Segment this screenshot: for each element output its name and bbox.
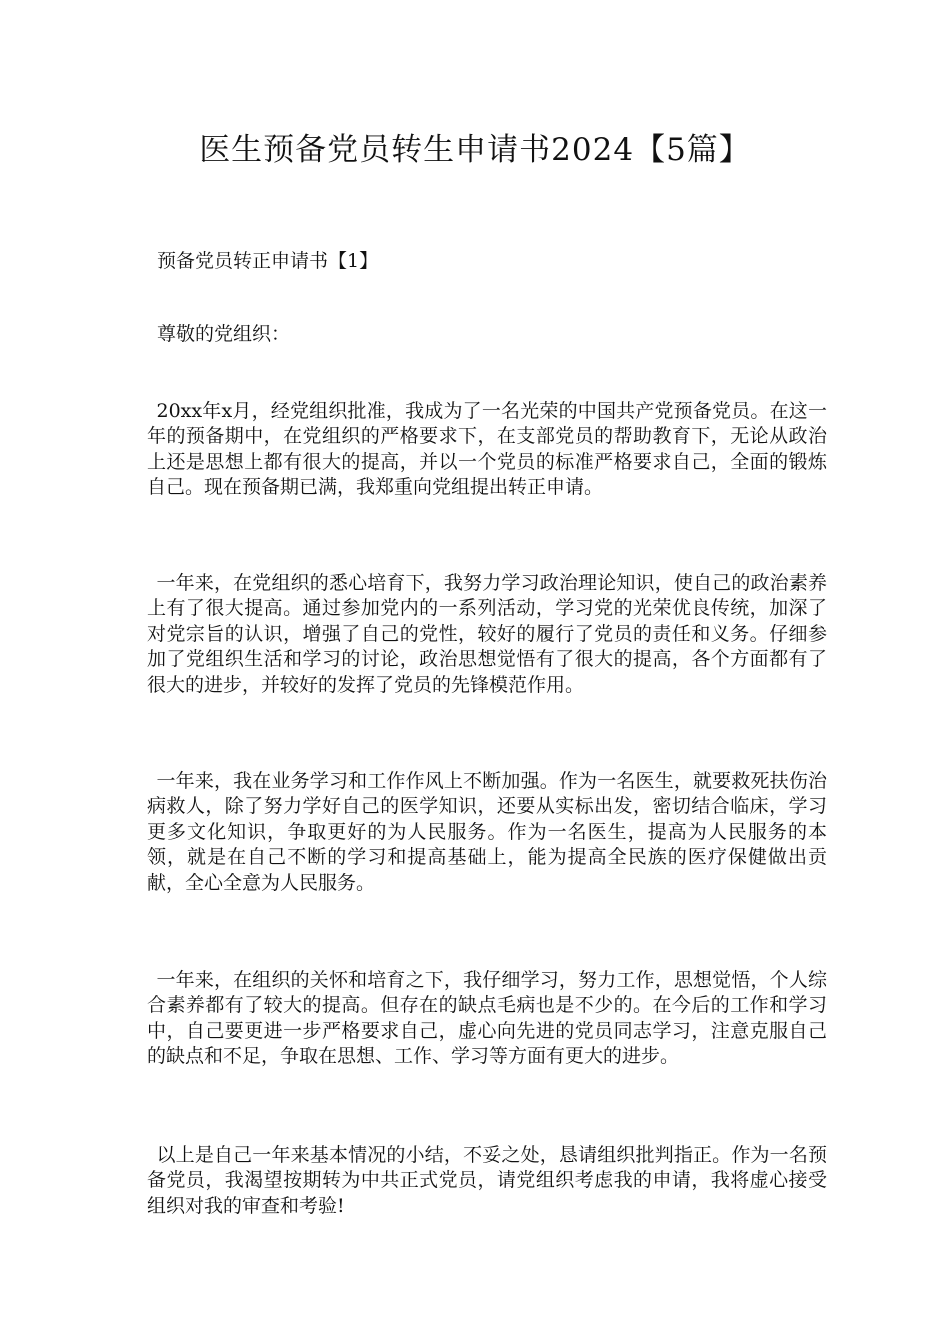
body-paragraph-4: 一年来，在组织的关怀和培育之下，我仔细学习，努力工作，思想觉悟，个人综合素养都有了较大的提高。但存在的缺点毛病也是不少的。在今后的工作和学习中，自己要更进一步严格要求自己，虚心向先进的党员同志学习，注意克服自己的缺点和不足，争取在思想、工作、学习等方面有更大的进步。 [147, 969, 827, 1068]
document-title: 医生预备党员转生申请书2024【5篇】 [199, 132, 751, 168]
body-paragraph-5: 以上是自己一年来基本情况的小结，不妥之处，恳请组织批判指正。作为一名预备党员，我渴望按期转为中共正式党员，请党组织考虑我的申请，我将虚心接受组织对我的审查和考验! [147, 1144, 827, 1217]
body-paragraph-1: 20xx年x月，经党组织批准，我成为了一名光荣的中国共产党预备党员。在这一年的预备期中，在党组织的严格要求下，在支部党员的帮助教育下，无论从政治上还是思想上都有很大的提高，并以一个党员的标准严格要求自己，全面的锻炼自己。现在预备期已满，我郑重向党组提出转正申请。 [147, 400, 827, 499]
salutation: 尊敬的党组织： [157, 323, 291, 345]
body-paragraph-2: 一年来，在党组织的悉心培育下，我努力学习政治理论知识，使自己的政治素养上有了很大提高。通过参加党内的一系列活动，学习党的光荣优良传统，加深了对党宗旨的认识，增强了自己的党性，较好的履行了党员的责任和义务。仔细参加了党组织生活和学习的讨论，政治思想觉悟有了很大的提高，各个方面都有了很大的进步，并较好的发挥了党员的先锋模范作用。 [147, 572, 827, 696]
section-heading: 预备党员转正申请书【1】 [157, 250, 379, 272]
body-paragraph-3: 一年来，我在业务学习和工作作风上不断加强。作为一名医生，就要救死扶伤治病救人，除了努力学好自己的医学知识，还要从实标出发，密切结合临床，学习更多文化知识，争取更好的为人民服务。作为一名医生，提高为人民服务的本领，就是在自己不断的学习和提高基础上，能为提高全民族的医疗保健做出贡献，全心全意为人民服务。 [147, 770, 827, 894]
